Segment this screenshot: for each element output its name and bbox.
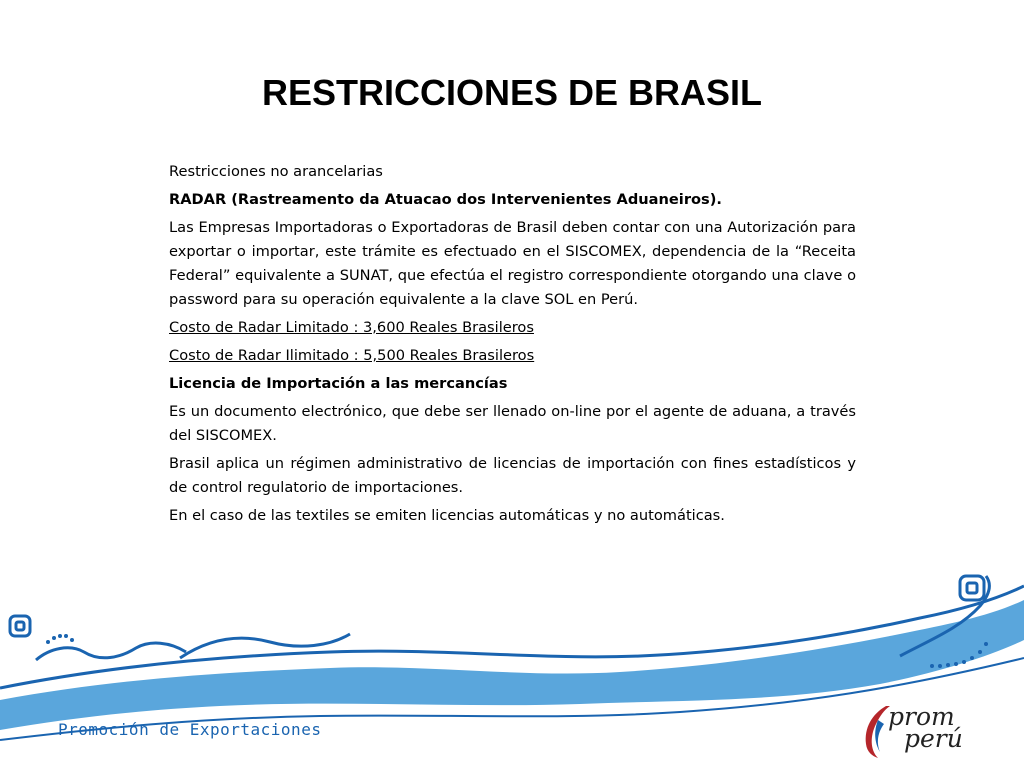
radar-limited-cost-text: Costo de Radar Limitado : 3,600 Reales Brasileros [169,319,534,336]
right-spiral-icon [960,576,984,600]
paragraph-license-heading: Licencia de Importación a las mercancías [169,375,508,392]
slide-title: RESTRICCIONES DE BRASIL [261,72,763,113]
footer-text: Promoción de Exportaciones [58,720,322,739]
paragraph-license-description: Es un documento electrónico, que debe ser llenado on-line por el agente de aduana, a través del SISCOMEX. [169,403,856,444]
paragraph-radar-heading: RADAR (Rastreamento da Atuacao dos Intervenientes Aduaneiros). [169,191,722,208]
left-dots [46,634,74,644]
paragraph-textiles: En el caso de las textiles se emiten licencias automáticas y no automáticas. [169,507,725,524]
promperu-logo [856,700,986,760]
paragraph-subtitle: Restricciones no arancelarias [169,163,383,180]
logo-text-line1: prom [888,702,955,731]
logo-text-line2: perú [904,724,963,753]
left-curl-line [36,643,186,660]
paragraph-radar-unlimited-cost [169,344,856,368]
slide-body [169,160,856,532]
paragraph-radar-description: Las Empresas Importadoras o Exportadoras de Brasil deben contar con una Autorización para exportar o importar, este trámite es efectuado en el SISCOMEX, dependencia de la “Receita Federal” equivalente a SUNAT, que efectúa el registro correspondiente otorgando una clave o password para su operación equivalente a la clave SOL en Perú. [169,219,856,308]
radar-unlimited-cost-text: Costo de Radar Ilimitado : 5,500 Reales Brasileros [169,347,535,364]
left-spiral-icon [10,616,30,636]
paragraph-radar-limited-cost [169,316,856,340]
paragraph-license-regime: Brasil aplica un régimen administrativo de licencias de importación con fines estadísticos y de control regulatorio de importaciones. [169,455,856,496]
